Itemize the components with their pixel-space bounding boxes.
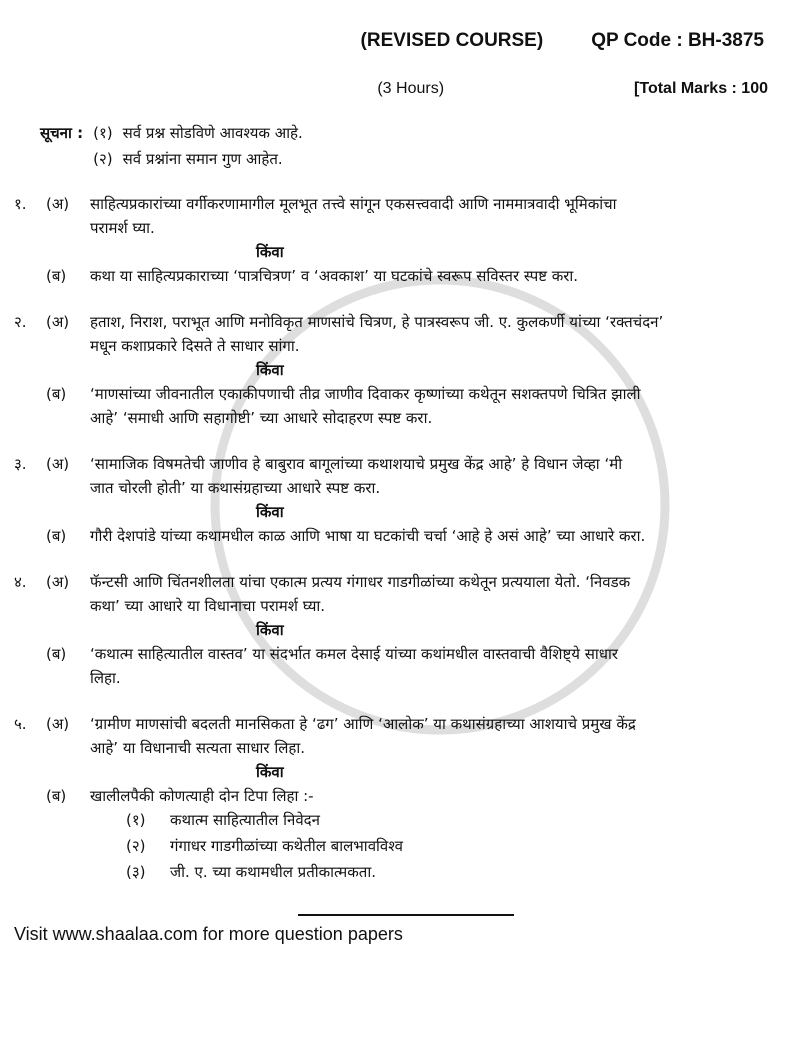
question-text-line: ‘माणसांच्या जीवनातील एकाकीपणाची तीव्र जाणीव दिवाकर कृष्णांच्या कथेतून सशक्तपणे चित्रित झाली	[90, 385, 641, 403]
part-a-label: (अ)	[46, 455, 70, 473]
part-b-label: (ब)	[46, 267, 67, 285]
spacer	[14, 642, 46, 690]
spacer	[46, 240, 90, 264]
question-number: ४.	[14, 573, 27, 591]
course-title: (REVISED COURSE)	[360, 30, 544, 51]
spacer	[14, 500, 46, 524]
subheader-row	[14, 78, 784, 100]
spacer	[46, 760, 90, 784]
spacer	[14, 382, 46, 430]
spacer	[14, 358, 46, 382]
question-text-line: आहे’ या विधानाची सत्यता साधार लिहा.	[90, 739, 306, 757]
or-label: किंवा	[256, 503, 284, 521]
spacer	[14, 524, 46, 548]
spacer	[46, 500, 90, 524]
subitems-list	[126, 808, 784, 884]
question-text-line: कथा’ च्या आधारे या विधानाचा परामर्श घ्या.	[90, 597, 326, 615]
part-a-text	[90, 712, 784, 760]
question-block	[14, 192, 784, 288]
question-block	[14, 310, 784, 430]
subitem-text: गंगाधर गाडगीळांच्या कथेतील बालभावविश्व	[170, 837, 403, 855]
question-text-line: परामर्श घ्या.	[90, 219, 155, 237]
question-text-line: ‘कथात्म साहित्यातील वास्तव’ या संदर्भात कमल देसाई यांच्या कथांमधील वास्तवाची वैशिष्ट्ये साधार	[90, 645, 618, 663]
subitem-text: कथात्म साहित्यातील निवेदन	[170, 811, 320, 829]
question-text-line: हताश, निराश, पराभूत आणि मनोविकृत माणसांचे चित्रण, हे पात्रस्वरूप जी. ए. कुलकर्णी यांच्या ‘रक्तचंदन’	[90, 313, 664, 331]
question-text-line: गौरी देशपांडे यांच्या कथामधील काळ आणि भाषा या घटकांची चर्चा ‘आहे हे असं आहे’ च्या आधारे करा.	[90, 527, 646, 545]
spacer	[14, 784, 46, 884]
or-label: किंवा	[256, 763, 284, 781]
instructions-label: सूचना :	[40, 124, 84, 142]
question-number: १.	[14, 195, 27, 213]
total-marks: [Total Marks : 100	[634, 80, 768, 97]
spacer	[46, 358, 90, 382]
part-b-label: (ब)	[46, 645, 67, 663]
part-b-label: (ब)	[46, 787, 67, 805]
spacer	[14, 240, 46, 264]
part-b-text	[90, 524, 784, 548]
instruction-text: सर्व प्रश्न सोडविणे आवश्यक आहे.	[122, 124, 303, 142]
instruction-text: सर्व प्रश्नांना समान गुण आहेत.	[122, 150, 283, 168]
question-block	[14, 570, 784, 690]
part-b-text	[90, 264, 784, 288]
subitem-number: (३)	[126, 863, 146, 881]
part-b-text	[90, 642, 784, 690]
instruction-num: (१)	[93, 124, 113, 142]
subitem-number: (२)	[126, 837, 146, 855]
part-b-label: (ब)	[46, 527, 67, 545]
duration: (3 Hours)	[377, 80, 445, 97]
question-text-line: जात चोरली होती’ या कथासंग्रहाच्या आधारे स्पष्ट करा.	[90, 479, 381, 497]
subitem-text: जी. ए. च्या कथामधील प्रतीकात्मकता.	[170, 863, 376, 881]
instructions	[40, 122, 784, 170]
questions	[14, 192, 784, 884]
part-a-text	[90, 192, 784, 240]
question-text-line: ‘ग्रामीण माणसांची बदलती मानसिकता हे ‘ढग’ आणि ‘आलोक’ या कथासंग्रहाच्या आशयाचे प्रमुख केंद्र	[90, 715, 636, 733]
footer-text: Visit www.shaalaa.com for more question papers	[14, 924, 403, 944]
instruction-num: (२)	[93, 150, 113, 168]
question-text-line: आहे’ ‘समाधी आणि सहागोष्टी’ च्या आधारे सोदाहरण स्पष्ट करा.	[90, 409, 433, 427]
or-label: किंवा	[256, 361, 284, 379]
question-block	[14, 452, 784, 548]
question-text-line: साहित्यप्रकारांच्या वर्गीकरणामागील मूलभूत तत्त्वे सांगून एकसत्त्ववादी आणि नाममात्रवादी भूमिकांचा	[90, 195, 617, 213]
part-a-text	[90, 452, 784, 500]
question-text-line: फॅन्टसी आणि चिंतनशीलता यांचा एकात्म प्रत्यय गंगाधर गाडगीळांच्या कथेतून प्रत्ययाला येतो. ‘निवडक	[90, 573, 631, 591]
question-text-line: कथा या साहित्यप्रकाराच्या ‘पात्रचित्रण’ व ‘अवकाश’ या घटकांचे स्वरूप सविस्तर स्पष्ट करा.	[90, 267, 579, 285]
question-text-line: खालीलपैकी कोणत्याही दोन टिपा लिहा :-	[90, 787, 314, 805]
header-row	[14, 28, 784, 54]
spacer	[14, 760, 46, 784]
spacer	[14, 618, 46, 642]
part-b-text	[90, 382, 784, 430]
question-text-line: मधून कशाप्रकारे दिसते ते साधार सांगा.	[90, 337, 300, 355]
part-a-label: (अ)	[46, 715, 70, 733]
or-label: किंवा	[256, 621, 284, 639]
divider-line	[298, 914, 514, 916]
part-a-label: (अ)	[46, 313, 70, 331]
part-a-text	[90, 310, 784, 358]
question-number: ३.	[14, 455, 27, 473]
spacer	[46, 618, 90, 642]
part-a-label: (अ)	[46, 573, 70, 591]
part-a-text	[90, 570, 784, 618]
qp-code: QP Code : BH-3875	[591, 30, 764, 51]
subitem-number: (१)	[126, 811, 146, 829]
question-number: ५.	[14, 715, 27, 733]
part-a-label: (अ)	[46, 195, 70, 213]
or-label: किंवा	[256, 243, 284, 261]
question-text-line: ‘सामाजिक विषमतेची जाणीव हे बाबुराव बागूलांच्या कथाशयाचे प्रमुख केंद्र आहे’ हे विधान जेव्हा ‘मी	[90, 455, 623, 473]
question-block	[14, 712, 784, 884]
spacer	[14, 264, 46, 288]
part-b-text	[90, 784, 784, 884]
question-text-line: लिहा.	[90, 669, 121, 687]
part-b-label: (ब)	[46, 385, 67, 403]
question-number: २.	[14, 313, 27, 331]
